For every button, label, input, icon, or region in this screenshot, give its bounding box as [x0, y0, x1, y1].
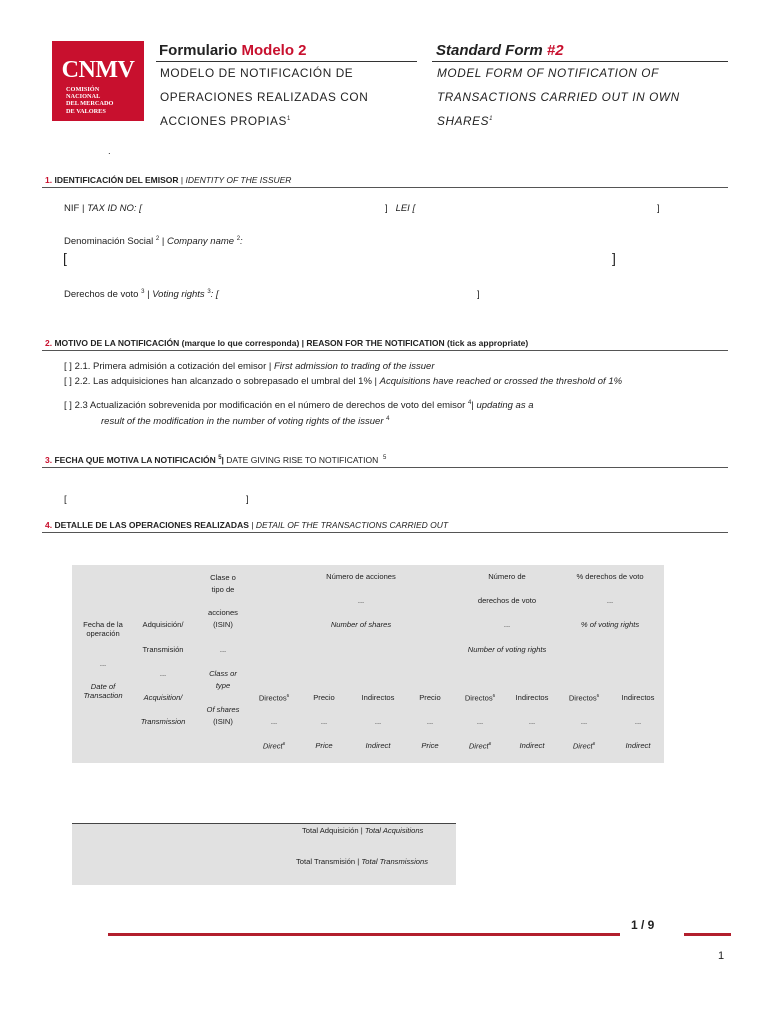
- logo-line: COMISIÓN: [66, 86, 100, 93]
- footer-rule: [108, 933, 620, 936]
- subcol-header: Directos$^6$: [464, 693, 496, 703]
- col-acq-dots: ...: [159, 669, 167, 678]
- subcol-header: Precio: [313, 693, 335, 702]
- subcol-header-en: Direct$^6$: [262, 741, 286, 751]
- checkbox[interactable]: [ ]: [64, 376, 72, 387]
- subcol-header: Directos$^6$: [568, 693, 600, 703]
- company-name-field[interactable]: [: [63, 250, 67, 266]
- reason-option-2-2[interactable]: [ ] 2.2. Las adquisiciones han alcanzado o sobrepasado el umbral del 1% | Acquisitions have reached or crossed the threshold of 1%: [64, 376, 623, 387]
- page-indicator: 1 / 9: [631, 918, 655, 932]
- col-class-header: Clase o tipo de: [210, 573, 236, 594]
- col-date-header-en: Date of Transaction: [83, 682, 123, 700]
- page-number: 1: [718, 950, 725, 962]
- company-name-close: ]: [612, 250, 616, 266]
- reason-option-2-3-cont: result of the modification in the number of voting rights of the issuer $^4$: [101, 416, 390, 428]
- subcol-header: Indirectos: [515, 693, 549, 702]
- subcol-dots: ...: [320, 717, 328, 726]
- subtitle-es-line: ACCIONES PROPIAS$^1$: [160, 114, 291, 128]
- logo-line: DEL MERCADO: [66, 100, 114, 108]
- col-class-en4: (ISIN): [213, 717, 233, 726]
- subcol-dots: ...: [528, 717, 536, 726]
- subcol-header-en: Indirect: [365, 741, 391, 750]
- subcol-header: Precio: [419, 693, 441, 702]
- col-acq-en1: Acquisition/: [143, 693, 183, 702]
- col-rights-header-en: Number of voting rights: [467, 645, 547, 654]
- col-shares-dots: ...: [357, 596, 365, 605]
- subtitle-es-line: OPERACIONES REALIZADAS CON: [160, 90, 369, 104]
- subtitle-en-line: MODEL FORM OF NOTIFICATION OF: [437, 66, 659, 80]
- checkbox[interactable]: [ ]: [64, 361, 72, 372]
- header-divider: [432, 61, 728, 62]
- date-field-close: ]: [246, 494, 249, 505]
- col-pct-header-en: % of voting rights: [580, 620, 640, 629]
- subcol-dots: ...: [634, 717, 642, 726]
- subcol-dots: ...: [476, 717, 484, 726]
- logo-acronym: CNMV: [61, 57, 135, 83]
- section-3-title: 3. FECHA QUE MOTIVA LA NOTIFICACIÓN $^5$| DATE GIVING RISE TO NOTIFICATION $^5$: [45, 455, 387, 465]
- cnmv-logo: [52, 41, 144, 121]
- col-class-dots: ...: [219, 645, 227, 654]
- col-class-en3: Of shares: [206, 705, 240, 714]
- col-pct-header: % derechos de voto: [576, 572, 644, 581]
- totals-box: [72, 823, 456, 885]
- col-shares-header-en: Number of shares: [330, 620, 392, 629]
- header-dot: .: [108, 146, 111, 157]
- form-title-en-prefix: Standard Form: [436, 42, 543, 59]
- form-title-en: [436, 42, 564, 59]
- col-acq-es1: Adquisición/: [142, 620, 184, 629]
- reason-option-2-3[interactable]: [ ] 2.3 Actualización sobrevenida por modificación en el número de derechos de voto del emisor $^4$| updating as a: [64, 400, 534, 412]
- subcol-dots: ...: [426, 717, 434, 726]
- company-name-label: Denominación Social $^2$ | Company name $^2$:: [64, 236, 243, 248]
- section-1-title: 1. IDENTIFICACIÓN DEL EMISOR | IDENTITY OF THE ISSUER: [45, 175, 292, 185]
- col-date-header: Fecha de la operación: [83, 620, 123, 638]
- subtitle-en-line: SHARES$^1$: [437, 114, 494, 128]
- section-2-title: 2. MOTIVO DE LA NOTIFICACIÓN (marque lo que corresponda) | REASON FOR THE NOTIFICATION (tick as appropriate): [45, 338, 529, 348]
- subcol-header-en: Direct$^6$: [468, 741, 492, 751]
- col-class-en2: type: [215, 681, 231, 690]
- form-title-es: [159, 42, 307, 59]
- logo-line: NACIONAL: [66, 93, 101, 101]
- form-title-es-model: Modelo 2: [241, 42, 307, 59]
- subcol-header-en: Indirect: [519, 741, 545, 750]
- lei-field[interactable]: ] LEI [: [385, 203, 416, 214]
- subcol-header-en: Price: [421, 741, 439, 750]
- lei-close: ]: [657, 203, 660, 214]
- subtitle-es-line: MODELO DE NOTIFICACIÓN DE: [160, 66, 354, 80]
- section-divider: [42, 532, 728, 533]
- total-transmissions-label: Total Transmisión | Total Transmissions: [296, 857, 429, 866]
- section-4-title: 4. DETALLE DE LAS OPERACIONES REALIZADAS | DETAIL OF THE TRANSACTIONS CARRIED OUT: [45, 520, 449, 530]
- voting-rights-field[interactable]: Derechos de voto $^3$ | Voting rights $^3$: [: [64, 289, 219, 301]
- subcol-header-en: Indirect: [625, 741, 651, 750]
- col-class-en1: Class or: [209, 669, 237, 678]
- date-field[interactable]: [: [64, 494, 67, 505]
- section-divider: [42, 187, 728, 188]
- total-acquisitions-label: Total Adquisición | Total Acquisitions: [302, 826, 424, 835]
- header-divider: [156, 61, 417, 62]
- totals-divider: [72, 823, 456, 824]
- section-divider: [42, 350, 728, 351]
- reason-option-2-1[interactable]: [ ] 2.1. Primera admisión a cotización del emisor | First admission to trading of the issuer: [64, 361, 435, 372]
- col-pct-dots: ...: [606, 596, 614, 605]
- col-date-dots: ...: [99, 659, 107, 668]
- col-acq-en2: Transmission: [140, 717, 186, 726]
- subtitle-en-line: TRANSACTIONS CARRIED OUT IN OWN: [437, 90, 680, 104]
- col-acq-es2: Transmisión: [142, 645, 184, 654]
- col-rights-header: Número de: [488, 572, 526, 581]
- subcol-dots: ...: [270, 717, 278, 726]
- col-rights-dots: ...: [503, 620, 511, 629]
- checkbox[interactable]: [ ]: [64, 400, 72, 412]
- col-shares-header: Número de acciones: [326, 572, 396, 581]
- section-divider: [42, 467, 728, 468]
- subcol-header: Indirectos: [621, 693, 655, 702]
- logo-line: DE VALORES: [66, 107, 106, 115]
- form-title-es-prefix: Formulario: [159, 42, 238, 59]
- subcol-header: Directos$^6$: [258, 693, 290, 703]
- footer-rule: [684, 933, 731, 936]
- subcol-header-en: Direct$^6$: [572, 741, 596, 751]
- col-class-es3: acciones: [208, 608, 238, 617]
- nif-field[interactable]: NIF | TAX ID NO: [: [64, 203, 142, 214]
- transactions-table: [72, 565, 664, 763]
- col-class-es4: (ISIN): [213, 620, 233, 629]
- subcol-dots: ...: [374, 717, 382, 726]
- subcol-header-en: Price: [315, 741, 333, 750]
- subcol-header: Indirectos: [361, 693, 395, 702]
- col-rights-header-2: derechos de voto: [477, 596, 537, 605]
- voting-rights-close: ]: [477, 289, 480, 300]
- subcol-dots: ...: [580, 717, 588, 726]
- logo-text: [66, 86, 113, 115]
- form-title-en-model: #2: [546, 42, 564, 59]
